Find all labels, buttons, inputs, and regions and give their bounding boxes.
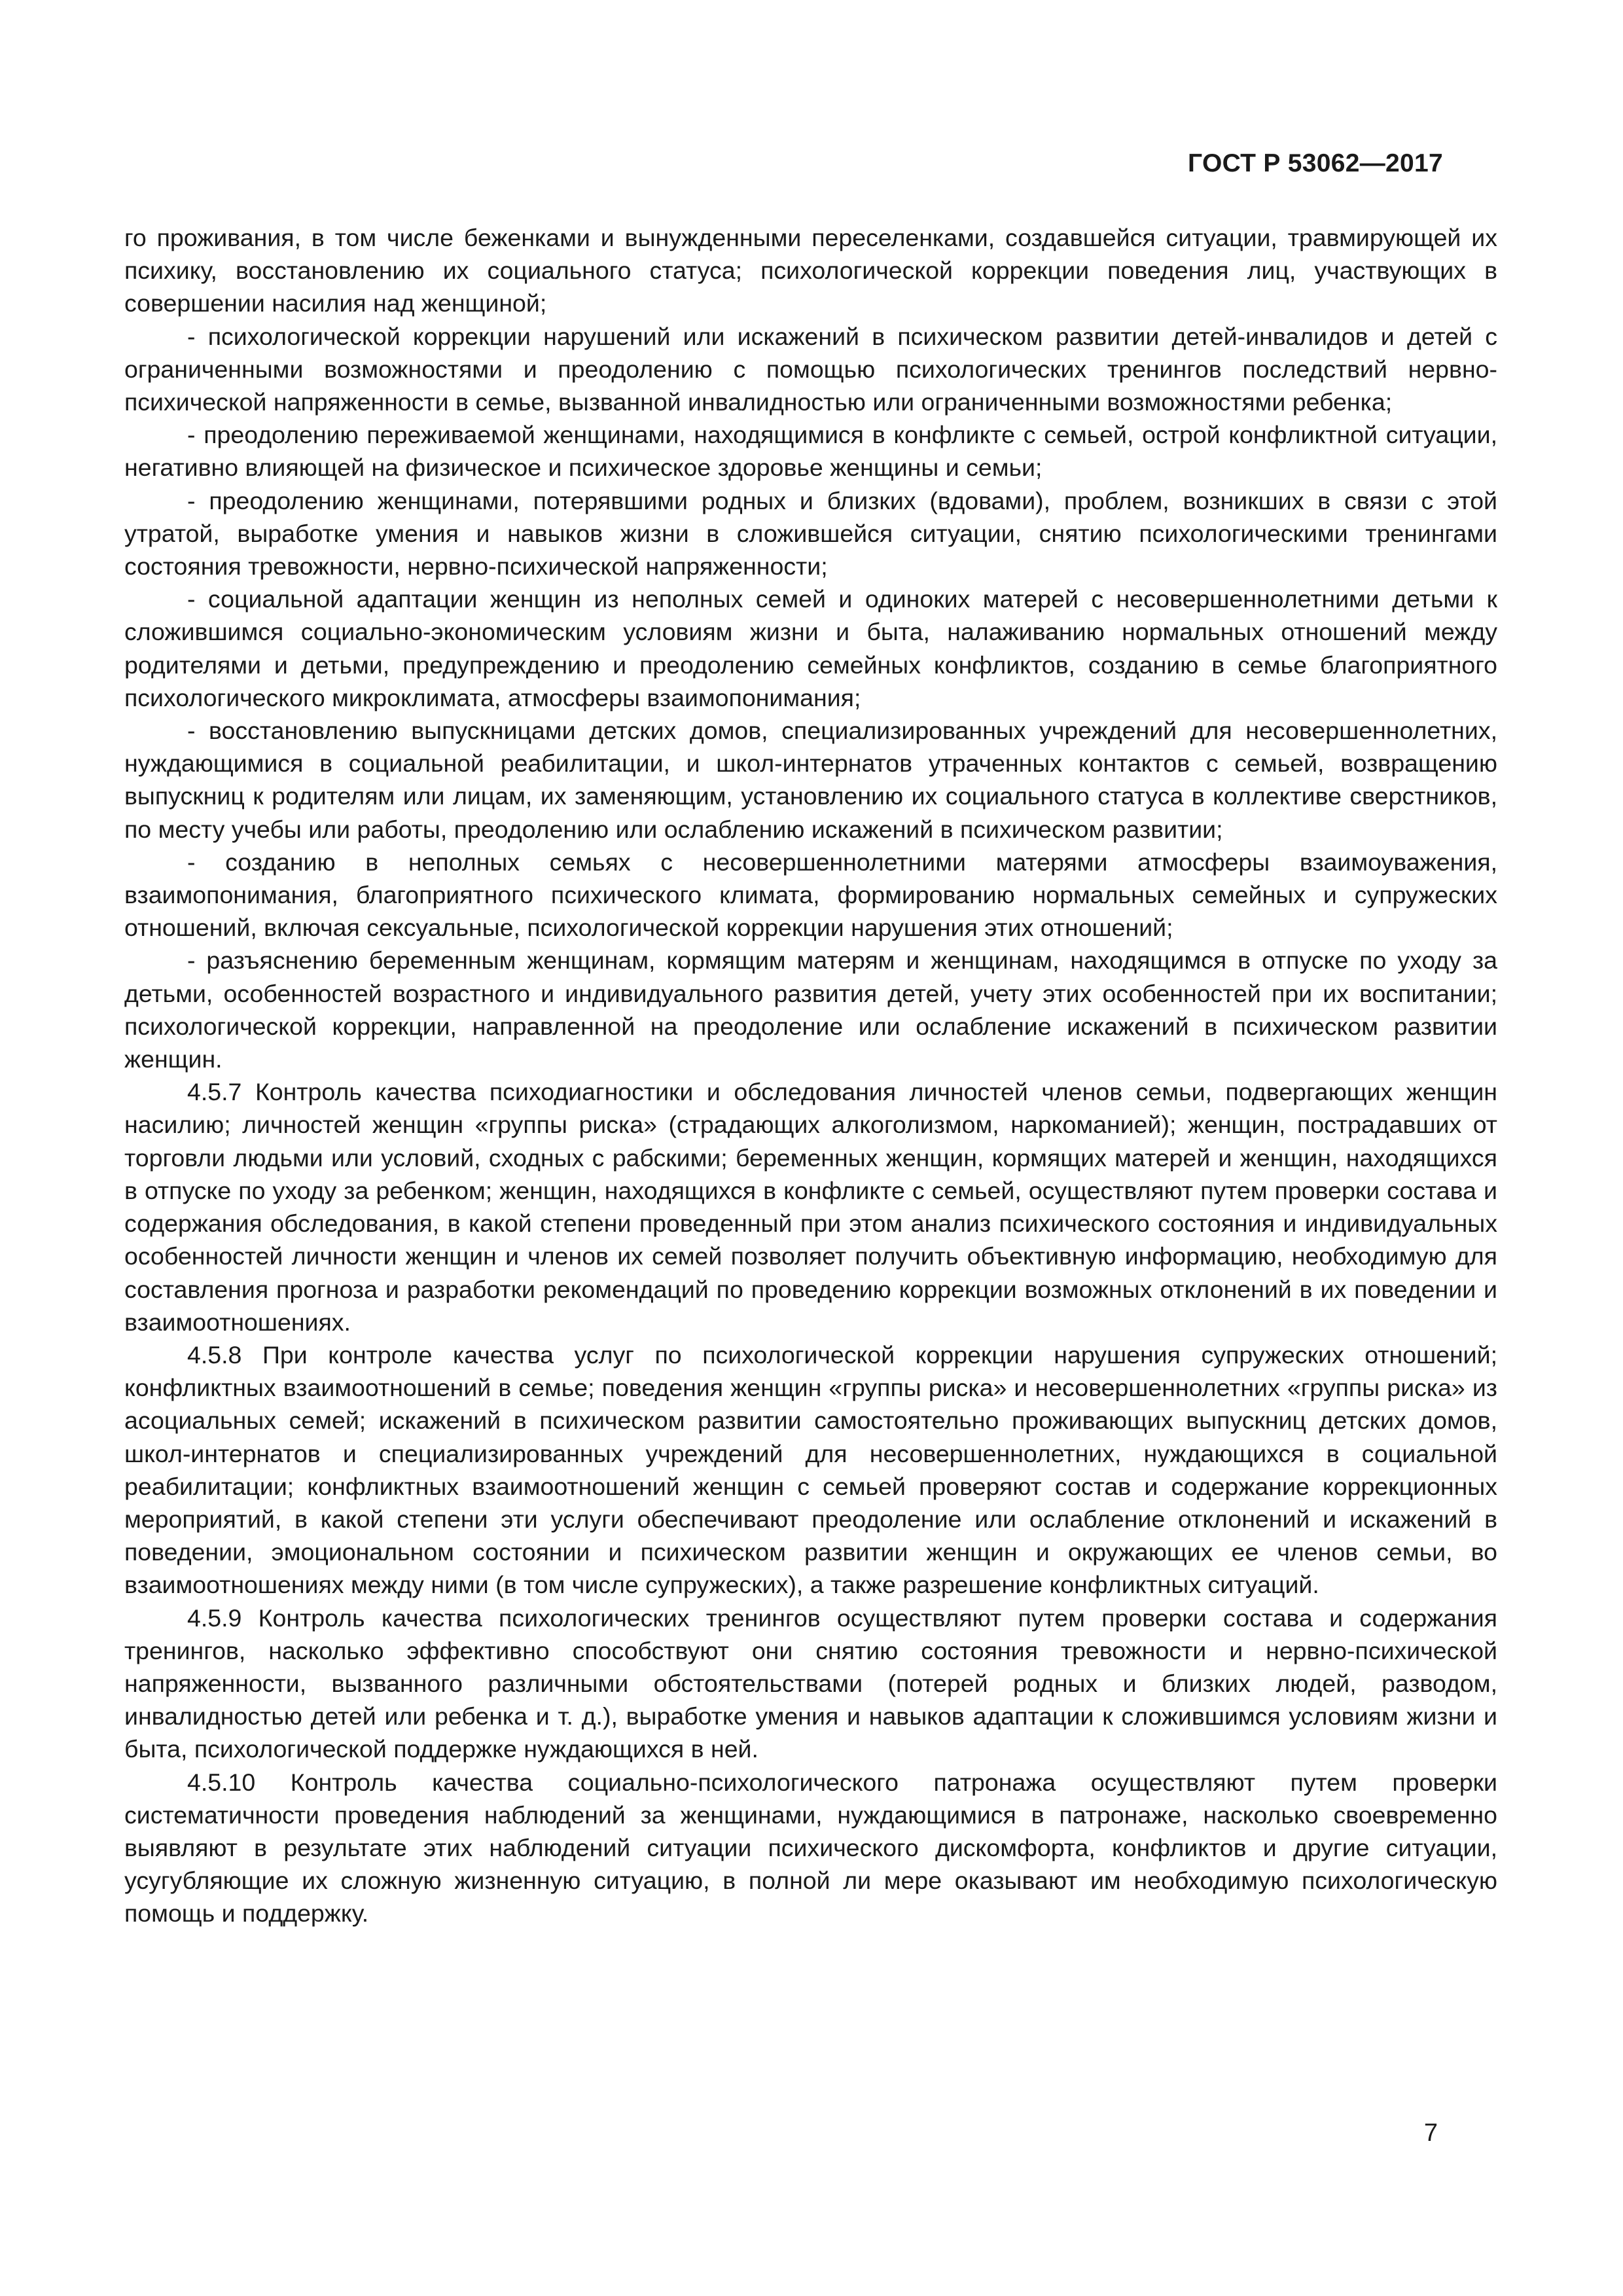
document-header: ГОСТ Р 53062—2017 — [1188, 149, 1443, 177]
page-number: 7 — [1423, 2119, 1438, 2147]
clause-4-5-9: 4.5.9 Контроль качества психологических тренингов осуществляют путем проверки состава и содержания тренингов, насколько эффективно способствуют они снятию состояния тревожности и нервно-психической напряженности, вызванного различными обстоятельствами (потерей родных и близких людей, разводом, инвалидностью детей или ребенка и т. д.), выработке умения и навыков адаптации к сложившимся условиям жизни и быта, психологической поддержке нуждающихся в ней. — [124, 1604, 1497, 1763]
list-item-paragraph: - созданию в неполных семьях с несовершеннолетними матерями атмосферы взаимоуважения, взаимопонимания, благоприятного психического климата, формированию нормальных семейных и супружеских отношений, включая сексуальные, психологической коррекции нарушения этих отношений; — [124, 848, 1497, 942]
document-body — [124, 221, 1497, 1930]
clause-4-5-8: 4.5.8 При контроле качества услуг по психологической коррекции нарушения супружеских отношений; конфликтных взаимоотношений в семье; поведения женщин «группы риска» и несовершеннолетних «группы риска» из асоциальных семей; искажений в психическом развитии самостоятельно проживающих выпускниц детских домов, школ-интернатов и специализированных учреждений для несовершеннолетних, нуждающихся в социальной реабилитации; конфликтных взаимоотношений женщин с семьей проверяют состав и содержание коррекционных мероприятий, в какой степени эти услуги обеспечивают преодоление или ослабление отклонений и искажений в поведении, эмоциональном состоянии и психическом развитии женщин и окружающих ее членов семьи, во взаимоотношениях между ними (в том числе супружеских), а также разрешение конфликтных ситуаций. — [124, 1340, 1497, 1599]
list-item-paragraph: - восстановлению выпускницами детских домов, специализированных учреждений для несовершеннолетних, нуждающимися в социальной реабилитации, и школ-интернатов утраченных контактов с семьей, возвращению выпускниц к родителям или лицам, их заменяющим, установлению их социального статуса в коллективе сверстников, по месту учебы или работы, преодолению или ослаблению искажений в психическом развитии; — [124, 717, 1497, 843]
list-item-paragraph: - преодолению переживаемой женщинами, находящимися в конфликте с семьей, острой конфликтной ситуации, негативно влияющей на физическое и психическое здоровье женщины и семьи; — [124, 421, 1497, 482]
list-item-paragraph: - разъяснению беременным женщинам, кормящим матерям и женщинам, находящимся в отпуске по уходу за детьми, особенностей возрастного и индивидуального развития детей, учету этих особенностей при их воспитании; психологической коррекции, направленной на преодоление или ослабление искажений в психическом развитии женщин. — [124, 946, 1497, 1073]
list-item-paragraph: - психологической коррекции нарушений или искажений в психическом развитии детей-инвалидов и детей с ограниченными возможностями и преодолению с помощью психологических тренингов последствий нервно-психической напряженности в семье, вызванной инвалидностью или ограниченными возможностями ребенка; — [124, 322, 1497, 416]
clause-4-5-7: 4.5.7 Контроль качества психодиагностики и обследования личностей членов семьи, подвергающих женщин насилию; личностей женщин «группы риска» (страдающих алкоголизмом, наркоманией); женщин, пострадавших от торговли людьми или условий, сходных с рабскими; беременных женщин, кормящих матерей и женщин, находящихся в отпуске по уходу за ребенком; женщин, находящихся в конфликте с семьей, осуществляют путем проверки состава и содержания обследования, в какой степени проведенный при этом анализ психического состояния и индивидуальных особенностей личности женщин и членов их семей позволяет получить объективную информацию, необходимую для составления прогноза и разработки рекомендаций по проведению коррекции возможных отклонений в их поведении и взаимоотношениях. — [124, 1078, 1497, 1336]
paragraph-continuation: го проживания, в том числе беженками и вынужденными переселенками, создавшейся ситуации, травмирующей их психику, восстановлению их социального статуса; психологической коррекции поведения лиц, участвующих в совершении насилия над женщиной; — [124, 224, 1497, 317]
list-item-paragraph: - социальной адаптации женщин из неполных семей и одиноких матерей с несовершеннолетними детьми к сложившимся социально-экономическим условиям жизни и быта, налаживанию нормальных отношений между родителями и детьми, предупреждению и преодолению семейных конфликтов, созданию в семье благоприятного психологического микроклимата, атмосферы взаимопонимания; — [124, 585, 1497, 711]
clause-4-5-10: 4.5.10 Контроль качества социально-психологического патронажа осуществляют путем проверки систематичности проведения наблюдений за женщинами, нуждающимися в патронаже, насколько своевременно выявляют в результате этих наблюдений ситуации психического дискомфорта, конфликтов и другие ситуации, усугубляющие их сложную жизненную ситуацию, в полной ли мере оказывают им необходимую психологическую помощь и поддержку. — [124, 1768, 1497, 1928]
list-item-paragraph: - преодолению женщинами, потерявшими родных и близких (вдовами), проблем, возникших в связи с этой утратой, выработке умения и навыков жизни в сложившейся ситуации, снятию психологическими тренингами состояния тревожности, нервно-психической напряженности; — [124, 486, 1497, 581]
